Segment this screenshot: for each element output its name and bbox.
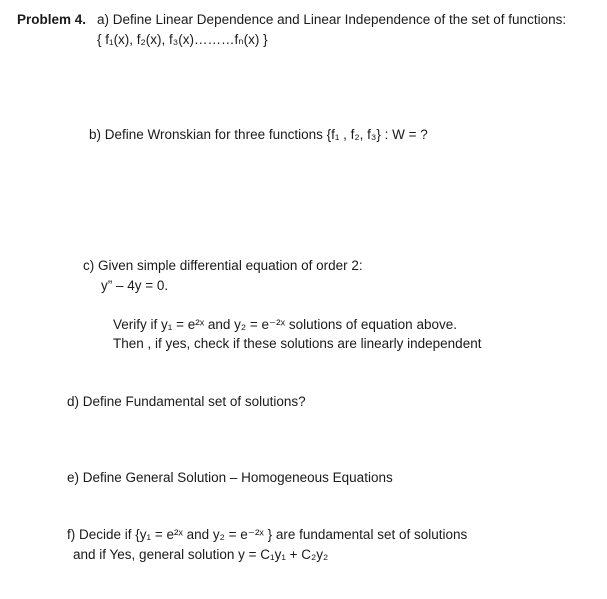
part-f-question: f) Decide if {y₁ = e²ˣ and y₂ = e⁻²ˣ } are fundamental set of solutions bbox=[67, 527, 468, 542]
problem-label: Problem 4. bbox=[17, 12, 87, 27]
part-c-equation: y” – 4y = 0. bbox=[101, 278, 169, 293]
part-a-question: a) Define Linear Dependence and Linear Independence of the set of functions: bbox=[97, 12, 567, 27]
part-f-general-solution: and if Yes, general solution y = C₁y₁ + C₂y₂ bbox=[73, 547, 329, 562]
part-b-question: b) Define Wronskian for three functions {f₁ , f₂, f₃} : W = ? bbox=[89, 127, 428, 142]
part-c-question: c) Given simple differential equation of order 2: bbox=[83, 258, 363, 273]
part-d-question: d) Define Fundamental set of solutions? bbox=[67, 394, 306, 409]
part-c-verify: Verify if y₁ = e²ˣ and y₂ = e⁻²ˣ solutions of equation above. bbox=[113, 317, 457, 332]
part-c-independence: Then , if yes, check if these solutions are linearly independent bbox=[113, 336, 482, 351]
part-e-question: e) Define General Solution – Homogeneous Equations bbox=[67, 470, 393, 485]
part-a-function-set: { f₁(x), f₂(x), f₃(x)………fₙ(x) } bbox=[97, 32, 268, 47]
